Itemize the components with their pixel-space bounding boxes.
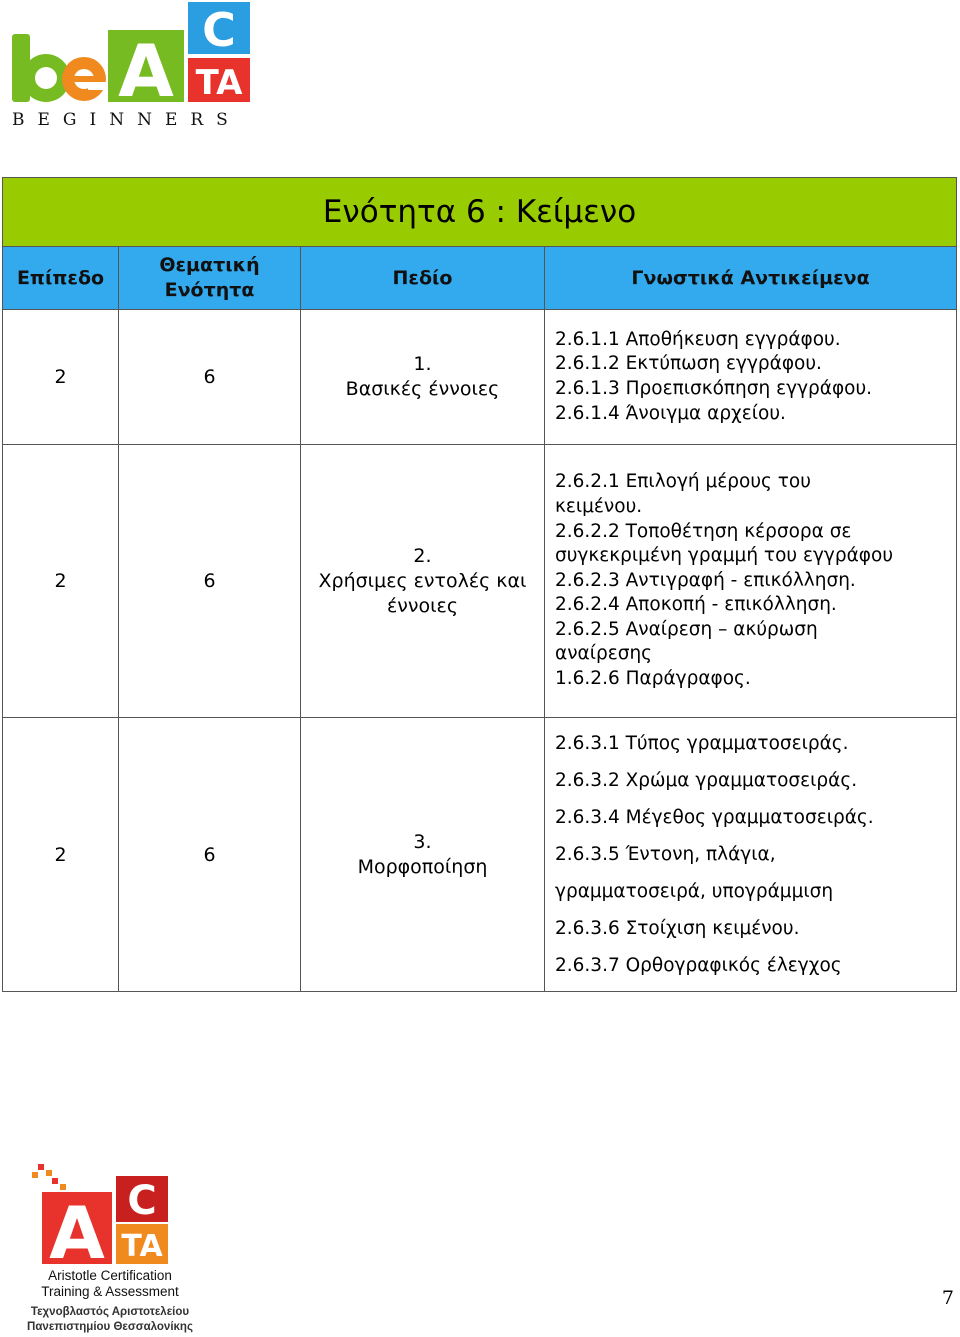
- field-number: 1.: [413, 353, 432, 375]
- objective-item: 2.6.2.5 Αναίρεση – ακύρωση αναίρεσης: [555, 618, 818, 665]
- table-row: [3, 310, 957, 445]
- objective-item: 2.6.3.6 Στοίχιση κειμένου.: [555, 918, 800, 939]
- footer-c-letter: C: [127, 1178, 157, 1224]
- row-module: 6: [119, 310, 301, 445]
- logo-c-letter: C: [202, 3, 236, 57]
- field-number: 2.: [413, 544, 432, 567]
- row-field: [301, 718, 545, 992]
- header-module-label: Θεματική Ενότητα: [159, 254, 260, 301]
- footer-univ-line2: Πανεπιστημίου Θεσσαλονίκης: [27, 1321, 193, 1333]
- logo-a-letter: A: [118, 29, 174, 113]
- objective-item: 2.6.1.1 Αποθήκευση εγγράφου.: [555, 328, 841, 350]
- objective-item: 2.6.2.1 Επιλογή μέρους του κειμένου.: [555, 471, 811, 517]
- header-objectives: Γνωστικά Αντικείμενα: [545, 247, 957, 310]
- field-name: Μορφοποίηση: [357, 855, 488, 878]
- table-row: [3, 718, 957, 992]
- objective-item: 2.6.3.2 Χρώμα γραμματοσειράς.: [555, 770, 858, 791]
- field-number: 3.: [413, 830, 432, 853]
- row-module: 6: [119, 445, 301, 718]
- row-objectives: [545, 445, 957, 718]
- objective-item: 2.6.1.3 Προεπισκόπηση εγγράφου.: [555, 378, 873, 399]
- footer-org-line2: Training & Assessment: [41, 1284, 179, 1299]
- row-objectives: [545, 310, 957, 445]
- row-objectives: [545, 718, 957, 992]
- objective-item: 2.6.2.2 Τοποθέτηση κέρσορα σε συγκεκριμένη γραμμή του εγγράφου: [555, 520, 894, 567]
- objective-item: 2.6.2.4 Αποκοπή - επικόλληση.: [555, 594, 837, 616]
- header-module: [119, 247, 301, 310]
- footer-ta-letters: TA: [121, 1229, 163, 1264]
- page-number: 7: [941, 1287, 954, 1309]
- row-level: 2: [3, 718, 119, 992]
- row-level: 2: [3, 310, 119, 445]
- field-name: Βασικές έννοιες: [345, 378, 500, 400]
- row-field: [301, 445, 545, 718]
- objective-item: 2.6.2.3 Αντιγραφή - επικόλληση.: [555, 569, 856, 591]
- syllabus-table: [2, 177, 957, 992]
- field-name: Χρήσιμες εντολές και έννοιες: [318, 569, 527, 617]
- footer-a-letter: A: [49, 1191, 105, 1275]
- objective-item: 2.6.1.4 Άνοιγμα αρχείου.: [555, 402, 786, 424]
- table-row: [3, 445, 957, 718]
- objective-item: 2.6.3.4 Μέγεθος γραμματοσειράς.: [555, 807, 874, 828]
- header-field: Πεδίο: [301, 247, 545, 310]
- objective-item: 2.6.3.1 Τύπος γραμματοσειράς.: [555, 733, 849, 754]
- objective-item: 1.6.2.6 Παράγραφος.: [555, 668, 751, 690]
- objective-item: 2.6.1.2 Εκτύπωση εγγράφου.: [555, 353, 822, 375]
- logo-ta-letters: TA: [195, 63, 243, 103]
- row-level: 2: [3, 445, 119, 718]
- header-level: Επίπεδο: [3, 247, 119, 310]
- row-field: [301, 310, 545, 445]
- section-title-cell: [3, 178, 957, 247]
- row-module: 6: [119, 718, 301, 992]
- acta-footer-logo: [28, 1160, 198, 1280]
- objective-item: 2.6.3.7 Ορθογραφικός έλεγχος: [555, 955, 842, 976]
- section-title: Ενότητα 6 : Κείμενο: [322, 194, 637, 230]
- footer-org-line1: Aristotle Certification: [48, 1268, 172, 1283]
- footer-univ-line1: Τεχνοβλαστός Αριστοτελείου: [30, 1306, 190, 1318]
- logo-tagline: BEGINNERS: [12, 110, 241, 130]
- objective-item: 2.6.3.5 Έντονη, πλάγια, γραμματοσειρά, υπογράμμιση: [555, 844, 834, 902]
